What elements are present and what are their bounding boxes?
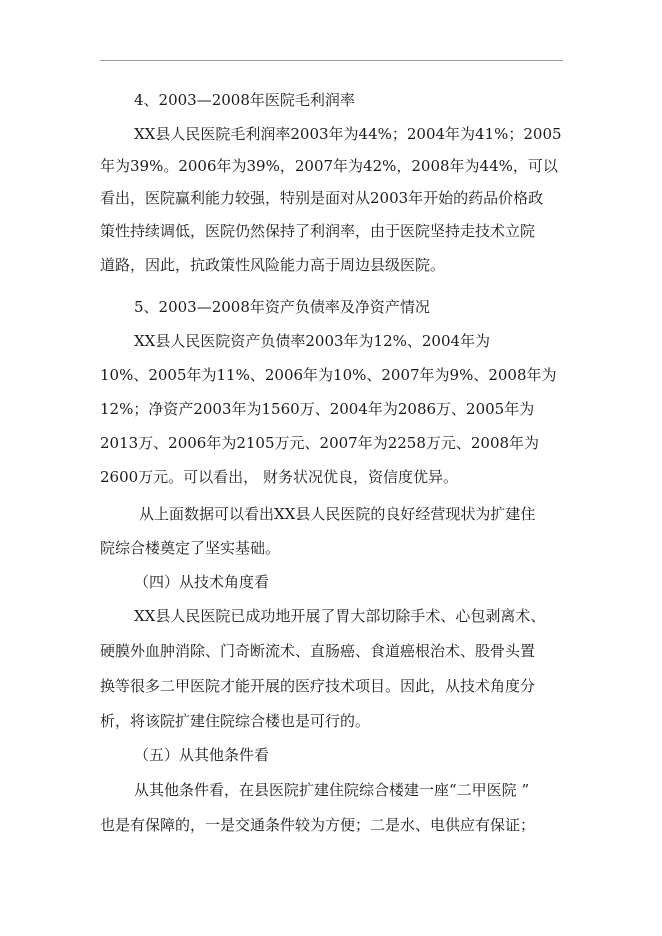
paragraph-line: 2013万、2006年为2105万元、2007年为2258万元、2008年为 [100,434,540,452]
paragraph-line: 2600万元。可以看出， 财务状况优良，资信度优异。 [100,468,458,486]
section-heading-5: 5、2003—2008年资产负债率及净资产情况 [134,298,430,316]
paragraph-line: 换等很多二甲医院才能开展的医疗技术项目。因此，从技术角度分 [100,677,536,695]
paragraph-line: 12%；净资产2003年为1560万、2004年为2086万、2005年为 [100,400,535,418]
paragraph-line: 院综合楼奠定了坚实基础。 [100,539,281,557]
paragraph-line: 10%、2005年为11%、2006年为10%、2007年为9%、2008年为 [100,366,557,384]
paragraph-line: XX县人民医院资产负债率2003年为12%、2004年为 [134,332,491,350]
section-heading-4: 4、2003—2008年医院毛利润率 [134,91,355,109]
paragraph-line: XX县人民医院毛利润率2003年为44%；2004年为41%；2005 [134,125,562,143]
paragraph-line: XX县人民医院已成功地开展了胃大部切除手术、心包剥离术、 [134,607,546,625]
paragraph-line: 策性持续调低，医院仍然保持了利润率，由于医院坚持走技术立院 [100,222,536,240]
paragraph-line: 看出，医院赢利能力较强，特别是面对从2003年开始的药品价格政 [100,189,544,207]
paragraph-line: 硬膜外血肿消除、门奇断流术、直肠癌、食道癌根治术、股骨头置 [100,642,536,660]
subsection-heading-4: （四）从技术角度看 [134,573,270,591]
paragraph-line: 从其他条件看，在县医院扩建住院综合楼建一座“二甲医院 ” [134,781,530,799]
paragraph-line: 道路，因此，抗政策性风险能力高于周边县级医院。 [100,256,446,274]
paragraph-line: 也是有保障的，一是交通条件较为方便；二是水、电供应有保证； [100,816,536,834]
subsection-heading-5: （五）从其他条件看 [134,746,270,764]
header-rule [100,60,563,61]
paragraph-line: 从上面数据可以看出XX县人民医院的良好经营现状为扩建住 [139,505,536,523]
paragraph-line: 年为39%。2006年为39%，2007年为42%，2008年为44%，可以 [100,157,558,175]
paragraph-line: 析，将该院扩建住院综合楼也是可行的。 [100,712,371,730]
